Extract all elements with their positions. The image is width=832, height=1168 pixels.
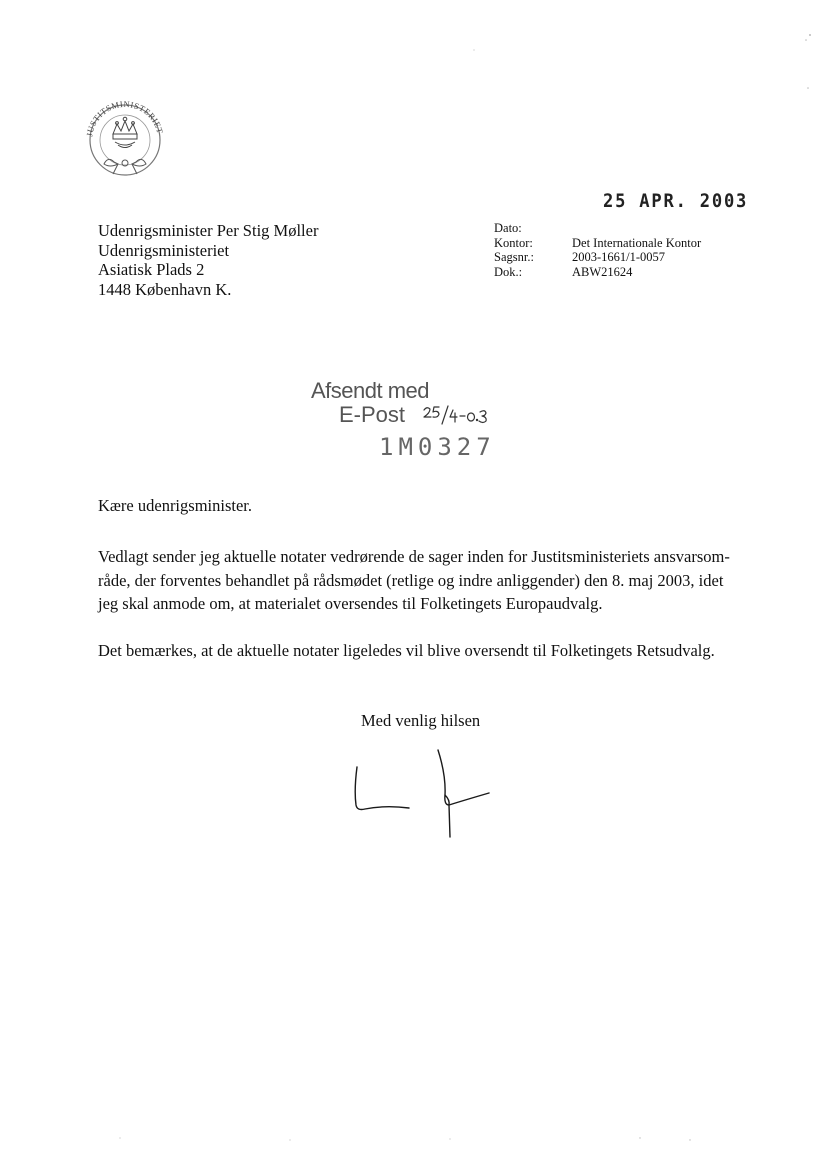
meta-kontor (494, 236, 701, 251)
kontor-label: Kontor: (494, 235, 533, 250)
recipient-ministry: Udenrigsministeriet (98, 240, 230, 260)
recipient-address (98, 221, 318, 299)
crown-seal-icon (78, 96, 172, 176)
stamp-number: 1M0327 (379, 433, 496, 461)
sagsnr-label: Sagsnr.: (494, 250, 534, 264)
handwritten-date (422, 404, 502, 428)
recipient-name: Udenrigsminister Per Stig Møller (98, 221, 319, 240)
svg-text:JUSTITSMINISTERIET: JUSTITSMINISTERIET (84, 98, 166, 138)
letter-meta (494, 221, 701, 279)
stamp-afsendt-med: Afsendt med (311, 378, 430, 403)
paragraph-line: råde, der forventes behandlet på rådsmødet (retlige og indre anliggender) den 8. maj 2003, idet (98, 570, 724, 590)
closing-greeting: Med venlig hilsen (361, 711, 481, 730)
meta-dok (494, 265, 701, 280)
meta-dato (494, 221, 701, 236)
meta-sagsnr (494, 250, 701, 265)
dok-label: Dok.: (494, 264, 523, 279)
paragraph-2 (98, 639, 715, 663)
kontor-value: Det Internationale Kontor (572, 235, 702, 250)
recipient-city: 1448 København K. (98, 279, 232, 299)
date-stamp: 25 APR. 2003 (603, 190, 749, 212)
paragraph-line: Vedlagt sender jeg aktuelle notater vedrørende de sager inden for Justitsministeriets ansvarsom- (98, 547, 730, 566)
paragraph-line: jeg skal anmode om, at materialet oversendes til Folketingets Europaudvalg. (98, 594, 603, 613)
handwritten-signature (345, 745, 495, 840)
sagsnr-value: 2003-1661/1-0057 (572, 250, 666, 264)
paragraph-1 (98, 545, 730, 616)
dok-value: ABW21624 (572, 264, 633, 279)
recipient-street: Asiatisk Plads 2 (98, 260, 205, 279)
salutation: Kære udenrigsminister. (98, 496, 252, 515)
sent-email-stamp (311, 378, 511, 468)
dato-label: Dato: (494, 221, 522, 235)
stamp-e-post: E-Post (339, 402, 406, 427)
paragraph-line: Det bemærkes, at de aktuelle notater ligeledes vil blive oversendt til Folketingets Retsudvalg. (98, 641, 715, 660)
